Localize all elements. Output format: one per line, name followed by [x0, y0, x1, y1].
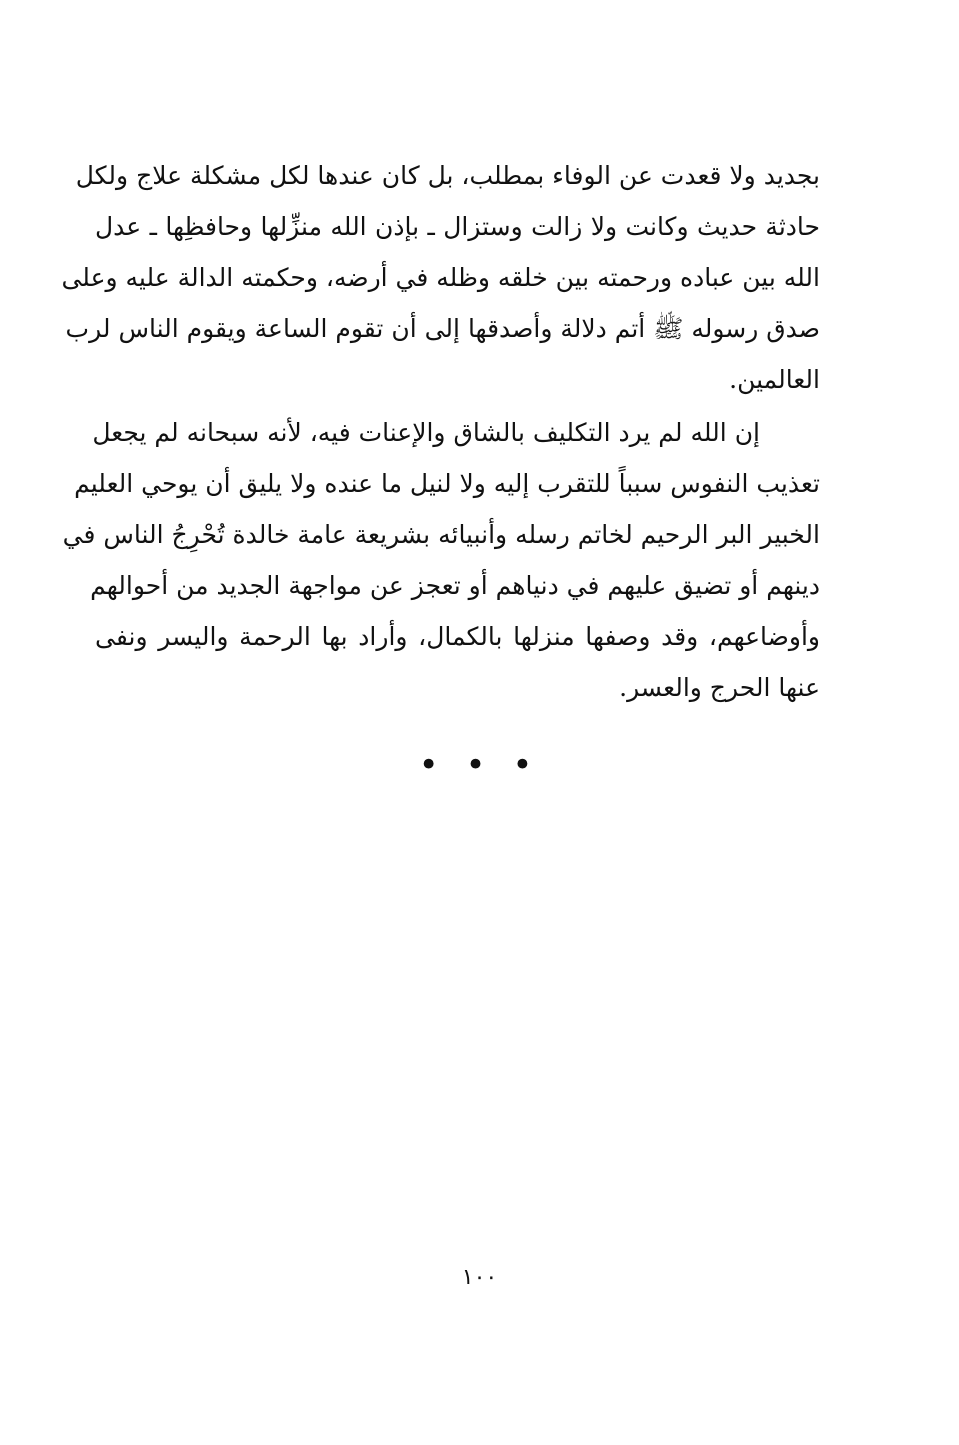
- paragraph-1: [61, 150, 820, 405]
- paragraph-line: حادثة حديث وكانت ولا زالت وستزال ـ بإذن الله منزِّلها وحافظِها ـ عدل: [95, 212, 820, 241]
- paragraph-line: الخبير البر الرحيم لخاتم رسله وأنبيائه بشريعة عامة خالدة تُحْرِجُ الناس في: [62, 520, 820, 549]
- page-number: ١٠٠: [461, 1265, 498, 1290]
- paragraph-line: إن الله لم يرد التكليف بالشاق والإعنات فيه، لأنه سبحانه لم يجعل: [92, 418, 760, 447]
- paragraph-line: تعذيب النفوس سبباً للتقرب إليه ولا لنيل ما عنده ولا يليق أن يوحي العليم: [74, 469, 820, 498]
- paragraph-line: بجديد ولا قعدت عن الوفاء بمطلب، بل كان عندها لكل مشكلة علاج ولكل: [75, 161, 820, 190]
- paragraph-2: [62, 407, 820, 713]
- paragraph-line: عنها الحرج والعسر.: [619, 673, 820, 702]
- section-separator: • • •: [418, 745, 541, 785]
- paragraph-line: العالمين.: [729, 365, 820, 394]
- paragraph-line: وأوضاعهم، وقد وصفها منزلها بالكمال، وأراد بها الرحمة واليسر ونفى: [95, 622, 820, 651]
- paragraph-line: الله بين عباده ورحمته بين خلقه وظله في أرضه، وحكمته الدالة عليه وعلى: [61, 263, 820, 292]
- paragraph-line: دينهم أو تضيق عليهم في دنياهم أو تعجز عن مواجهة الجديد من أحوالهم: [90, 571, 820, 600]
- paragraph-line: صدق رسوله ﷺ أتم دلالة وأصدقها إلى أن تقوم الساعة ويقوم الناس لرب: [65, 314, 820, 343]
